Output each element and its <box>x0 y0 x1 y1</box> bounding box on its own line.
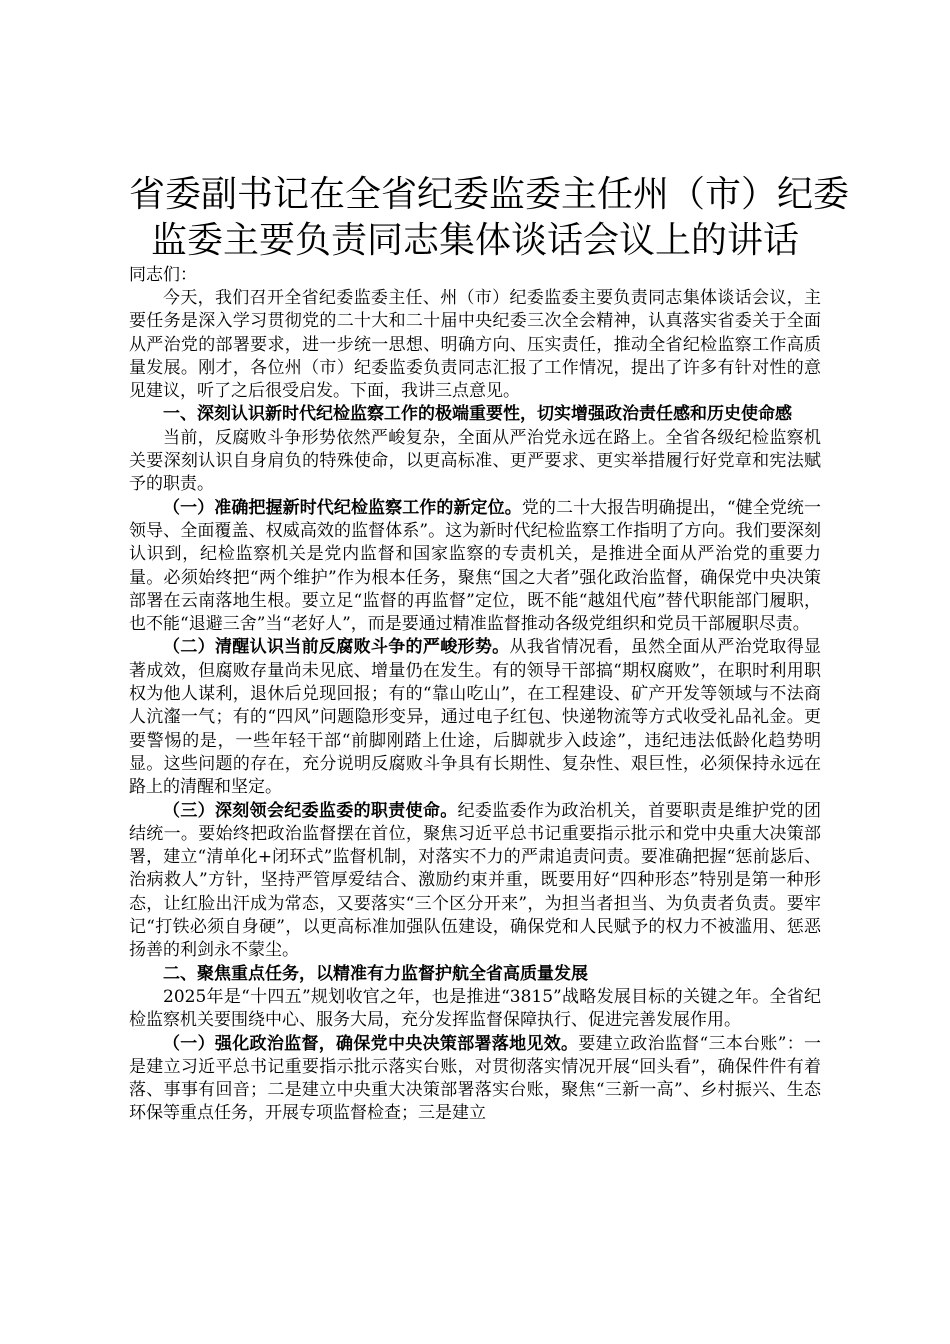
section-1-item-2-title: （二）清醒认识当前反腐败斗争的严峻形势。 <box>163 637 510 658</box>
section-1-item-2-body: 从我省情况看，虽然全面从严治党取得显著成效，但腐败存量尚未见底、增量仍在发生。有的领导干部搞“期权腐败”，在职时利用职权为他人谋利，退休后兑现回报；有的“靠山吃山”，在工程建设、矿产开发等领域与不法商人沆瀣一气；有的“四风”问题隐形变异，通过电子红包、快递物流等方式收受礼品礼金。更要警惕的是，一些年轻干部“前脚刚踏上仕途，后脚就步入歧途”，违纪违法低龄化趋势明显。这些问题的存在，充分说明反腐败斗争具有长期性、复杂性、艰巨性，必须保持永远在路上的清醒和坚定。 <box>129 637 822 798</box>
section-2-item-1-body: 要建立政治监督“三本台账”：一是建立习近平总书记重要指示批示落实台账，对贯彻落实情况开展“回头看”，确保件件有着落、事事有回音；二是建立中央重大决策部署落实台账，聚焦“三新一高”、乡村振兴、生态环保等重点任务，开展专项监督检查；三是建立 <box>129 1033 822 1124</box>
section-1-item-1-body: 党的二十大报告明确提出，“健全党统一领导、全面覆盖、权威高效的监督体系”。这为新时代纪检监察工作指明了方向。我们要深刻认识到，纪检监察机关是党内监督和国家监察的专责机关，是推进全面从严治党的重要力量。必须始终把“两个维护”作为根本任务，聚焦“国之大者”强化政治监督，确保党中央决策部署在云南落地生根。要立足“监督的再监督”定位，既不能“越俎代庖”替代职能部门履职，也不能“退避三舍”当“老好人”，而是要通过精准监督推动各级党组织和党员干部履职尽责。 <box>129 497 821 635</box>
salutation: 同志们： <box>129 265 197 285</box>
section-1-item-3-title: （三）深刻领会纪委监委的职责使命。 <box>163 800 458 821</box>
document-page <box>129 172 850 1126</box>
section-1-item-3 <box>129 800 821 963</box>
title-line-1: 省委副书记在全省纪委监委主任州（市）纪委 <box>129 174 850 215</box>
section-1-item-1-title: （一）准确把握新时代纪检监察工作的新定位。 <box>163 497 522 518</box>
section-2-item-1 <box>129 1033 821 1126</box>
section-1-heading: 一、深刻认识新时代纪检监察工作的极端重要性，切实增强政治责任感和历史使命感 <box>163 404 792 425</box>
section-2-lead: 2025年是“十四五”规划收官之年，也是推进“3815”战略发展目标的关键之年。全省纪检监察机关要围绕中心、服务大局，充分发挥监督保障执行、促进完善发展作用。 <box>129 986 821 1031</box>
title-line-2: 监委主要负责同志集体谈话会议上的讲话 <box>150 220 799 261</box>
section-1-item-3-body: 纪委监委作为政治机关，首要职责是维护党的团结统一。要始终把政治监督摆在首位，聚焦习近平总书记重要指示批示和党中央重大决策部署，建立“清单化+闭环式”监督机制，对落实不力的严肃追责问责。要准确把握“惩前毖后、治病救人”方针，坚持严管厚爱结合、激励约束并重，既要用好“四种形态”特别是第一种形态，让红脸出汗成为常态，又要落实“三个区分开来”，为担当者担当、为负责者负责。要牢记“打铁必须自身硬”，以更高标准加强队伍建设，确保党和人民赋予的权力不被滥用、惩恶扬善的利剑永不蒙尘。 <box>129 800 822 961</box>
section-2-item-1-title: （一）强化政治监督，确保党中央决策部署落地见效。 <box>163 1033 579 1054</box>
section-1-lead: 当前，反腐败斗争形势依然严峻复杂，全面从严治党永远在路上。全省各级纪检监察机关要深刻认识自身肩负的特殊使命，以更高标准、更严要求、更实举措履行好党章和宪法赋予的职责。 <box>129 427 821 495</box>
section-1-item-2 <box>129 636 821 799</box>
document-title <box>129 172 850 264</box>
section-1-item-1 <box>129 497 821 637</box>
section-2-heading: 二、聚焦重点任务，以精准有力监督护航全省高质量发展 <box>163 963 588 984</box>
intro-paragraph: 今天，我们召开全省纪委监委主任、州（市）纪委监委主要负责同志集体谈话会议，主要任务是深入学习贯彻党的二十大和二十届中央纪委三次全会精神，认真落实省委关于全面从严治党的部署要求，进一步统一思想、明确方向、压实责任，推动全省纪检监察工作高质量发展。刚才，各位州（市）纪委监委负责同志汇报了工作情况，提出了许多有针对性的意见建议，听了之后很受启发。下面，我讲三点意见。 <box>129 288 821 402</box>
